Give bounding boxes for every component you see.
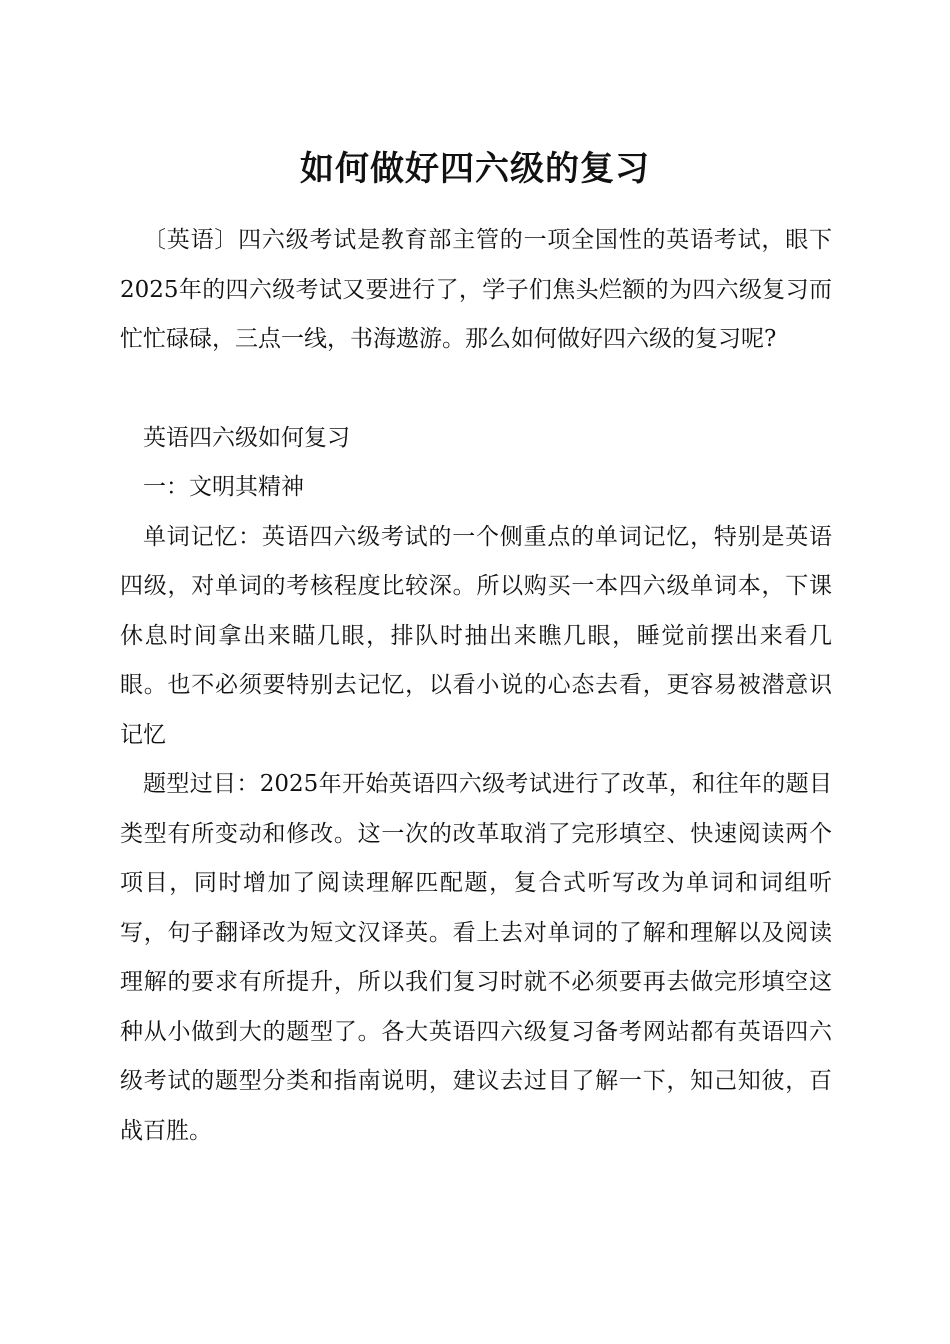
document-title: 如何做好四六级的复习 bbox=[300, 149, 650, 189]
document-body bbox=[120, 216, 832, 1156]
question-types-paragraph: 题型过目：2025年开始英语四六级考试进行了改革，和往年的题目类型有所变动和修改。这一次的改革取消了完形填空、快速阅读两个项目，同时增加了阅读理解匹配题，复合式听写改为单词和词组听写，句子翻译改为短文汉译英。看上去对单词的了解和理解以及阅读理解的要求有所提升，所以我们复习时就不必须要再去做完形填空这种从小做到大的题型了。各大英语四六级复习备考网站都有英语四六级考试的题型分类和指南说明，建议去过目了解一下，知己知彼，百战百胜。 bbox=[120, 771, 832, 1144]
section-heading: 英语四六级如何复习 bbox=[143, 424, 350, 451]
vocabulary-paragraph: 单词记忆：英语四六级考试的一个侧重点的单词记忆，特别是英语四级，对单词的考核程度比较深。所以购买一本四六级单词本，下课休息时间拿出来瞄几眼，排队时抽出来瞧几眼，睡觉前摆出来看几眼。也不必须要特别去记忆，以看小说的心态去看，更容易被潜意识记忆 bbox=[120, 523, 832, 748]
subsection-heading: 一：文明其精神 bbox=[143, 474, 304, 500]
intro-paragraph: 〔英语〕四六级考试是教育部主管的一项全国性的英语考试，眼下2025年的四六级考试又要进行了，学子们焦头烂额的为四六级复习而忙忙碌碌，三点一线，书海遨游。那么如何做好四六级的复习呢? bbox=[120, 227, 832, 352]
